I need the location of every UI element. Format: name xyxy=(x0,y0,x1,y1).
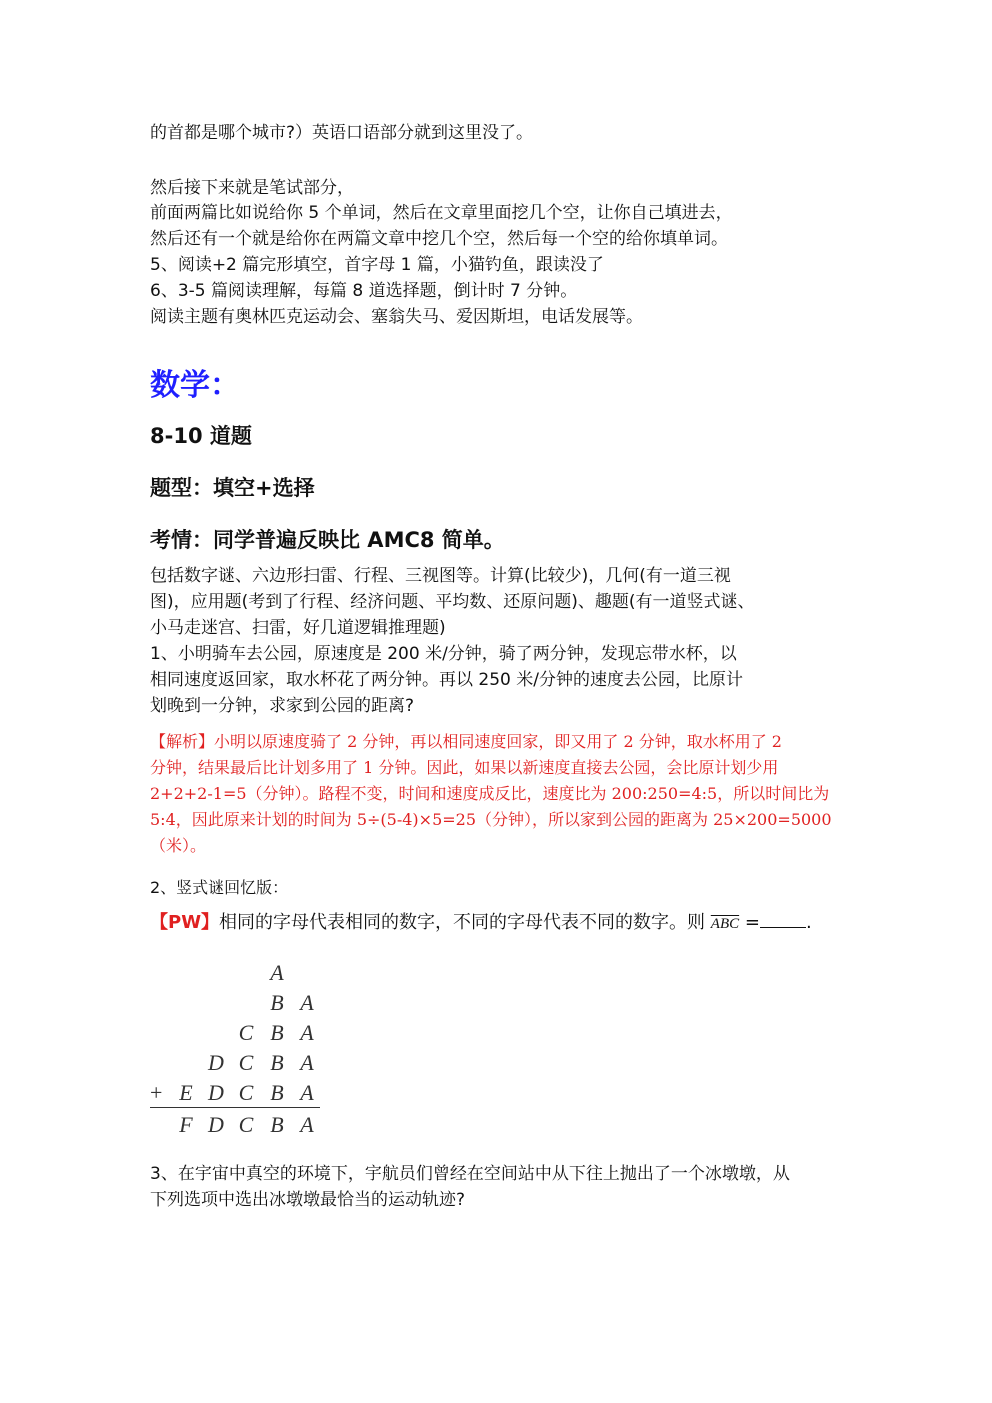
question-count: 8-10 道题 xyxy=(150,424,252,448)
puzzle-digit: C xyxy=(238,1050,254,1075)
exam-feedback: 考情：同学普遍反映比 AMC8 简单。 xyxy=(150,528,505,552)
abc-overline: $\overline{ABC}$ xyxy=(710,916,740,932)
solution-line: 分钟，结果最后比计划多用了 1 分钟。因此，如果以新速度直接去公园，会比原计划少用 xyxy=(150,758,779,777)
plus-sign: + xyxy=(150,1080,163,1105)
text-line: 5、阅读+2 篇完形填空，首字母 1 篇，小猫钓鱼，跟读没了 xyxy=(150,255,604,275)
text-line: 包括数字谜、六边形扫雷、行程、三视图等。计算(比较少)，几何(有一道三视 xyxy=(150,566,731,586)
puzzle-digit: A xyxy=(300,990,314,1015)
text-line: 图)，应用题(考到了行程、经济问题、平均数、还原问题)、趣题(有一道竖式谜、 xyxy=(150,592,755,612)
text-line: 阅读主题有奥林匹克运动会、塞翁失马、爱因斯坦，电话发展等。 xyxy=(150,307,643,327)
puzzle-digit: A xyxy=(270,960,284,985)
question-2-title: 2、竖式谜回忆版： xyxy=(150,878,289,897)
puzzle-digit: B xyxy=(270,1080,284,1105)
pw-tag: 【PW】 xyxy=(150,912,220,933)
puzzle-sum-digit: C xyxy=(238,1112,254,1137)
text-line: 下列选项中选出冰墩墩最恰当的运动轨迹? xyxy=(150,1190,466,1210)
puzzle-digit: C xyxy=(238,1020,254,1045)
text-line: 然后还有一个就是给你在两篇文章中挖几个空，然后每一个空的给你填单词。 xyxy=(150,229,728,249)
puzzle-digit: B xyxy=(270,990,284,1015)
puzzle-sum-digit: F xyxy=(179,1112,193,1137)
text-line: 6、3-5 篇阅读理解，每篇 8 道选择题，倒计时 7 分钟。 xyxy=(150,281,578,301)
answer-blank xyxy=(760,927,806,928)
text-line: 然后接下来就是笔试部分， xyxy=(150,178,354,198)
text-line: 划晚到一分钟，求家到公园的距离? xyxy=(150,696,415,716)
puzzle-digit: B xyxy=(270,1020,284,1045)
text-line: 相同速度返回家，取水杯花了两分钟。再以 250 米/分钟的速度去公园，比原计 xyxy=(150,670,743,690)
solution-line: （米）。 xyxy=(150,836,207,855)
text-line: 1、小明骑车去公园，原速度是 200 米/分钟，骑了两分钟，发现忘带水杯，以 xyxy=(150,644,737,664)
text-line: 的首都是哪个城市?）英语口语部分就到这里没了。 xyxy=(150,123,534,143)
math-heading: 数学： xyxy=(150,368,240,403)
puzzle-digit: C xyxy=(238,1080,254,1105)
puzzle-digit: B xyxy=(270,1050,284,1075)
puzzle-sum-digit: B xyxy=(270,1112,284,1137)
text-line: 3、在宇宙中真空的环境下，宇航员们曾经在空间站中从下往上抛出了一个冰墩墩，从 xyxy=(150,1164,790,1184)
text-line: 前面两篇比如说给你 5 个单词，然后在文章里面挖几个空，让你自己填进去， xyxy=(150,203,733,223)
puzzle-digit: A xyxy=(300,1050,314,1075)
text-line: 小马走迷宫、扫雷，好几道逻辑推理题) xyxy=(150,618,446,638)
pw-statement: 【PW】相同的字母代表相同的数字，不同的字母代表不同的数字。则 $\overline{ABC}$ = . xyxy=(150,912,812,933)
puzzle-digit: D xyxy=(208,1050,224,1075)
question-type: 题型：填空+选择 xyxy=(150,476,315,500)
solution-line: 2+2+2-1=5（分钟）。路程不变，时间和速度成反比，速度比为 200:250=4:5，所以时间比为 xyxy=(150,784,830,803)
puzzle-digit: A xyxy=(300,1020,314,1045)
puzzle-digit: D xyxy=(208,1080,224,1105)
solution-line: 5:4，因此原来计划的时间为 5÷(5-4)×5=25（分钟），所以家到公园的距离为 25×200=5000 xyxy=(150,810,832,829)
puzzle-sum-digit: A xyxy=(300,1112,314,1137)
sum-line xyxy=(150,1107,320,1108)
pw-text: 相同的字母代表相同的数字，不同的字母代表不同的数字。则 xyxy=(219,912,706,933)
solution-line: 【解析】小明以原速度骑了 2 分钟，再以相同速度回家，即又用了 2 分钟，取水杯用了 2 xyxy=(150,732,782,751)
puzzle-digit: E xyxy=(179,1080,193,1105)
equals-sign: = xyxy=(744,912,760,933)
puzzle-digit: A xyxy=(300,1080,314,1105)
puzzle-sum-digit: D xyxy=(208,1112,224,1137)
